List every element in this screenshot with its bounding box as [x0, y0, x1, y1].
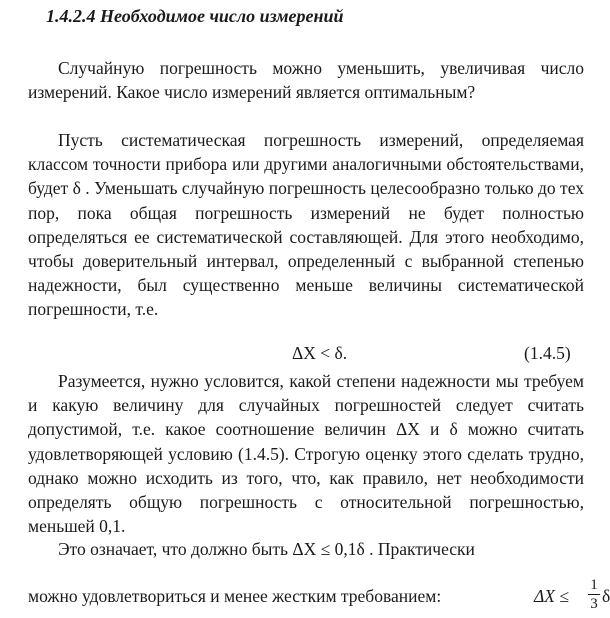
section-heading: 1.4.2.4 Необходимое число измерений — [46, 6, 344, 26]
last-line-text: можно удовлетвориться и менее жестким требованием: — [28, 586, 442, 606]
paragraph-4: Это означает, что должно быть ΔX ≤ 0,1δ . Практически — [58, 539, 475, 559]
fraction-one-third — [588, 576, 600, 613]
formula-number: (1.4.5) — [524, 343, 571, 363]
last-line — [28, 576, 610, 616]
fraction-numerator: 1 — [588, 576, 600, 595]
formula-1-4-5 — [0, 343, 594, 367]
delta-symbol: δ — [602, 586, 610, 606]
paragraph-1: Случайную погрешность можно уменьшить, увеличивая число измерений. Какое число измерений является оптимальным? — [28, 58, 584, 103]
paragraph-3: Разумеется, нужно условится, какой степени надежности мы требуем и какую величину для случайных погрешностей следует считать допустимой, т.е. какое соотношение величин ΔX и δ можно считать удовлетворяющей условию (1.4.5). Строгую оценку этого сделать трудно, однако можно исходить из того, что, как правило, нет необходимости определять общую погрешность с относительной погрешностью, меньшей 0,1. — [28, 371, 584, 537]
formula-expression: ΔX < δ. — [292, 343, 348, 363]
inequality-lhs: ΔX ≤ — [534, 586, 569, 606]
fraction-denominator: 3 — [590, 596, 598, 612]
paragraph-2: Пусть систематическая погрешность измерений, определяемая классом точности прибора или другими аналогичными обстоятельствами, будет δ . Уменьшать случайную погрешность целесообразно только до тех пор, пока общая погрешность измерений не будет полностью определяться ее систематической составляющей. Для этого необходимо, чтобы доверительный интервал, определенный с выбранной степенью надежности, был существенно меньше величины систематической погрешности, т.е. — [28, 130, 584, 320]
